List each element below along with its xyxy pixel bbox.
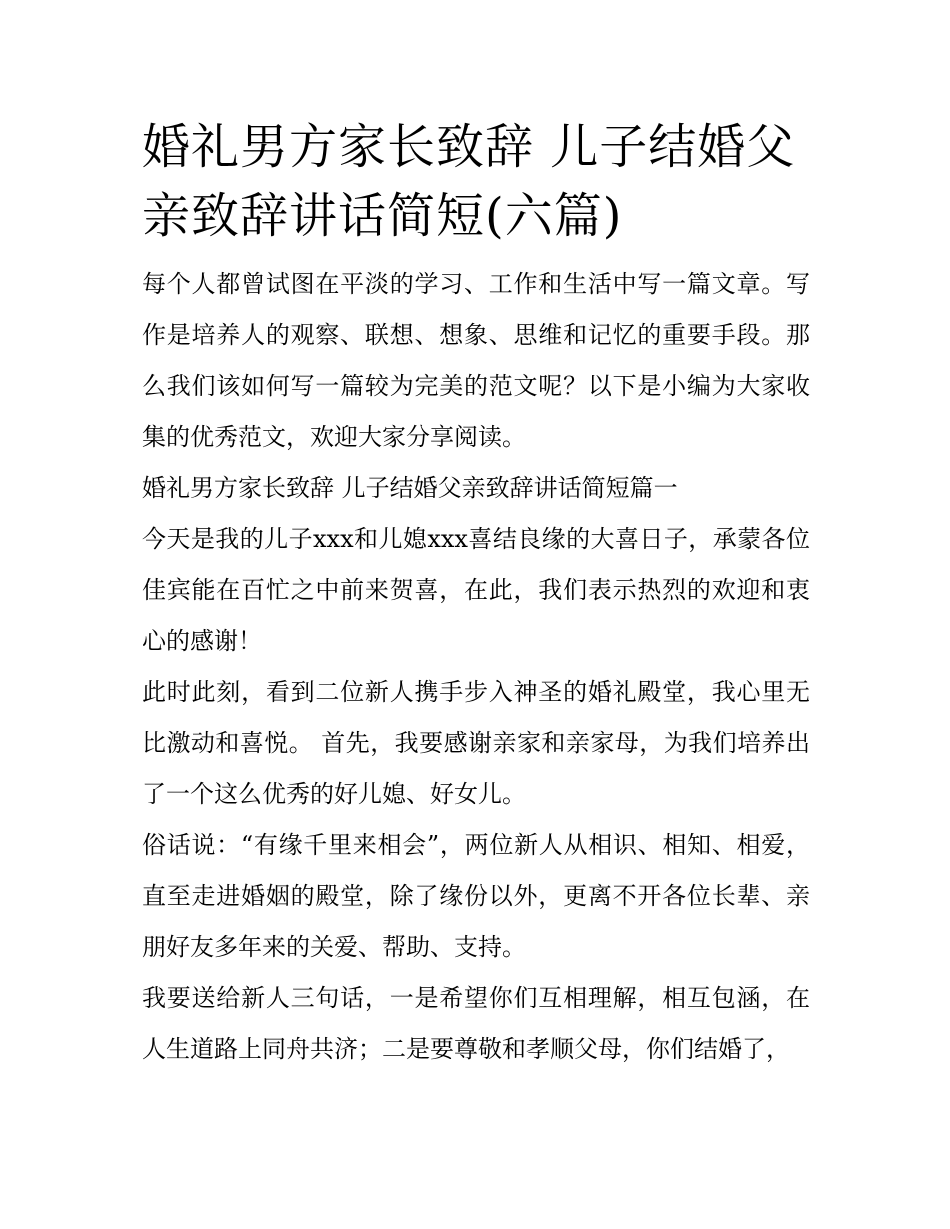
document-title: 婚礼男方家长致辞 儿子结婚父亲致辞讲话简短(六篇) <box>142 119 796 244</box>
intro-paragraph: 每个人都曾试图在平淡的学习、工作和生活中写一篇文章。写作是培养人的观察、联想、想象、思维和记忆的重要手段。那么我们该如何写一篇较为完美的范文呢？以下是小编为大家收集的优秀范文，欢迎大家分享阅读。 <box>142 270 810 451</box>
body-paragraph: 俗话说：“有缘千里来相会”，两位新人从相识、相知、相爱，直至走进婚姻的殿堂，除了缘份以外，更离不开各位长辈、亲朋好友多年来的关爱、帮助、支持。 <box>142 831 810 961</box>
document-content <box>142 113 810 1075</box>
document-body <box>142 259 810 1075</box>
body-paragraph: 今天是我的儿子xxx和儿媳xxx喜结良缘的大喜日子，承蒙各位佳宾能在百忙之中前来贺喜，在此，我们表示热烈的欢迎和衷心的感谢！ <box>142 525 810 655</box>
section-heading: 婚礼男方家长致辞 儿子结婚父亲致辞讲话简短篇一 <box>142 474 678 502</box>
body-paragraph: 此时此刻，看到二位新人携手步入神圣的婚礼殿堂，我心里无比激动和喜悦。 首先，我要感谢亲家和亲家母，为我们培养出了一个这么优秀的好儿媳、好女儿。 <box>142 678 810 808</box>
body-paragraph: 我要送给新人三句话，一是希望你们互相理解，相互包涵，在人生道路上同舟共济；二是要尊敬和孝顺父母，你们结婚了， <box>142 984 810 1063</box>
